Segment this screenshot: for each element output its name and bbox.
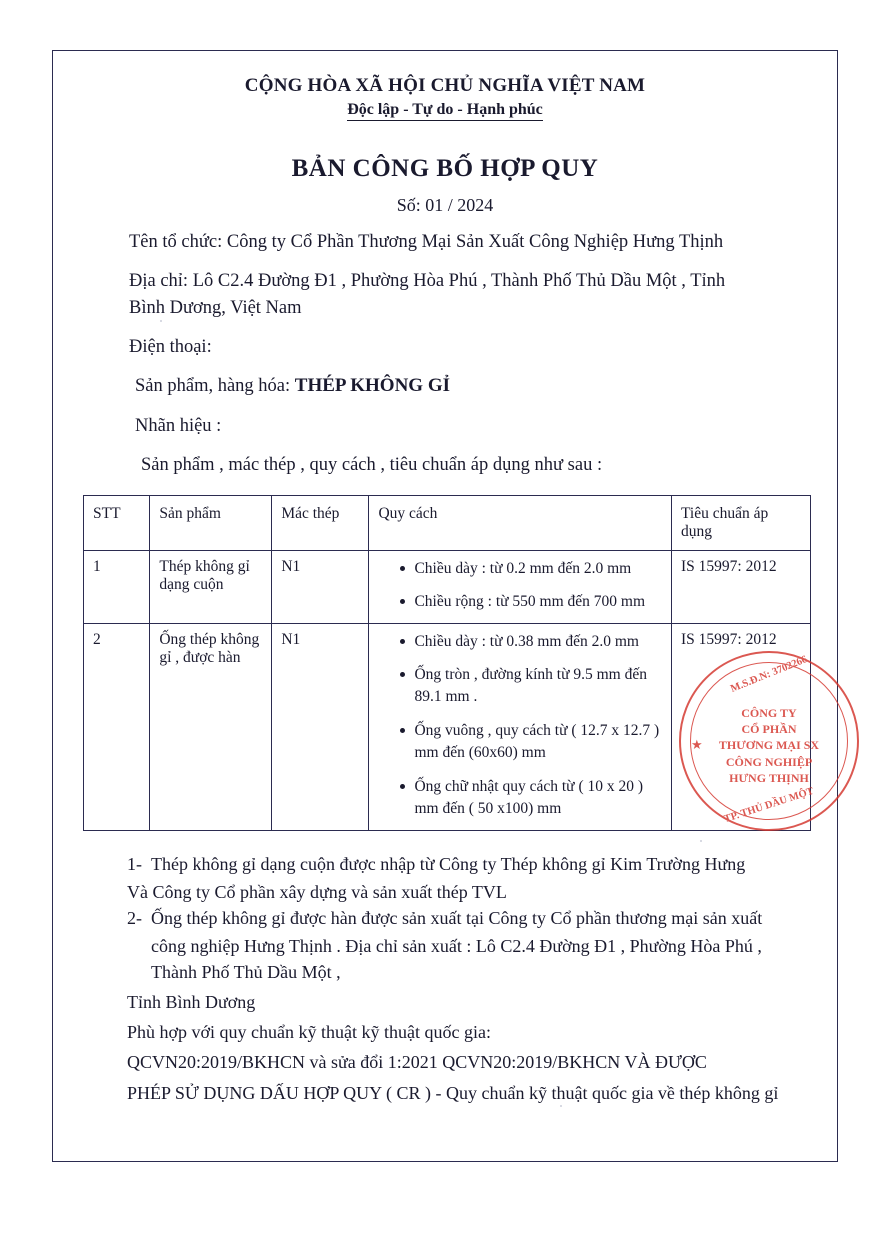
seal-registration-number: M.S.Đ.N: 3702266 [729, 654, 809, 695]
organization-value: Công ty Cổ Phần Thương Mại Sản Xuất Công Nghiệp Hưng Thịnh [226, 232, 724, 252]
seal-star-icon: ★ [691, 737, 703, 752]
cell-standard: IS 15997: 2012 [671, 623, 810, 830]
brand-line: Nhãn hiệu : [135, 416, 222, 437]
table-row [84, 550, 811, 623]
note-1 [77, 851, 813, 877]
cell-specs [369, 550, 672, 623]
seal-line-3: THƯƠNG MẠI SX [718, 738, 820, 753]
cell-grade: N1 [272, 623, 369, 830]
cell-stt: 2 [84, 623, 150, 830]
scan-speck [700, 840, 702, 842]
national-title: CỘNG HÒA XÃ HỘI CHỦ NGHĨA VIỆT NAM [244, 75, 646, 96]
note-1-line2: Và Công ty Cổ phần xây dựng và sản xuất thép TVL [127, 881, 507, 902]
note-number: 2- [127, 907, 142, 928]
spec-item: Chiều dày : từ 0.2 mm đến 2.0 mm [400, 558, 662, 580]
seal-location: TP. THỦ DẦU MỘT [722, 785, 816, 826]
cell-stt: 1 [84, 550, 150, 623]
column-header-grade: Mác thép [272, 495, 369, 550]
note-text: Thép không gỉ dạng cuộn được nhập từ Công ty Thép không gỉ Kim Trường Hưng [151, 853, 746, 874]
product-label: Sản phẩm, hàng hóa: [135, 376, 295, 397]
cell-specs [369, 623, 672, 830]
document-page [52, 50, 838, 1162]
seal-line-1: CÔNG TY [741, 706, 797, 720]
document-title: BẢN CÔNG BỐ HỢP QUY [291, 155, 599, 182]
spec-item: Ống tròn , đường kính từ 9.5 mm đến 89.1 mm . [400, 664, 662, 709]
phone-line: Điện thoại: [129, 336, 212, 357]
address-value-line2: Bình Dương, Việt Nam [129, 297, 302, 318]
table-header-row [84, 495, 811, 550]
national-motto: Độc lập - Tự do - Hạnh phúc [347, 101, 543, 121]
specification-table [83, 495, 811, 831]
conformity-line-1: QCVN20:2019/BKHCN và sửa đổi 1:2021 QCVN20:2019/BKHCN VÀ ĐƯỢC [127, 1052, 707, 1073]
cell-product: Thép không gỉ dạng cuộn [150, 550, 272, 623]
spec-item: Ống vuông , quy cách từ ( 12.7 x 12.7 ) mm đến (60x60) mm [400, 720, 662, 765]
address-label: Địa chỉ: [129, 271, 193, 292]
address-value: Lô C2.4 Đường Đ1 , Phường Hòa Phú , Thành Phố Thủ Dầu Một , Tỉnh [192, 271, 726, 292]
column-header-stt: STT [84, 495, 150, 550]
spec-item: Ống chữ nhật quy cách từ ( 10 x 20 ) mm đến ( 50 x100) mm [400, 776, 662, 821]
product-line [77, 373, 813, 400]
scan-speck [560, 1105, 562, 1107]
note-text: Ống thép không gỉ được hàn được sản xuất tại Công ty Cổ phần thương mại sản xuất [151, 907, 763, 928]
province-line: Tỉnh Bình Dương [127, 992, 256, 1013]
note-2 [77, 905, 813, 931]
column-header-spec: Quy cách [369, 495, 672, 550]
organization-line [77, 229, 813, 255]
address-line [77, 268, 813, 321]
product-value: THÉP KHÔNG GỈ [294, 375, 450, 397]
note-2-line2: công nghiệp Hưng Thịnh . Địa chỉ sản xuất : Lô C2.4 Đường Đ1 , Phường Hòa Phú , [151, 936, 762, 957]
document-body [53, 51, 837, 1161]
column-header-standard: Tiêu chuẩn áp dụng [671, 495, 810, 550]
seal-line-4: CÔNG NGHIỆP [725, 754, 813, 769]
national-header [77, 75, 813, 216]
spec-item: Chiều dày : từ 0.38 mm đến 2.0 mm [400, 631, 662, 653]
intro-line: Sản phẩm , mác thép , quy cách , tiêu chuẩn áp dụng như sau : [141, 455, 603, 476]
cell-product: Ống thép không gỉ , được hàn [150, 623, 272, 830]
seal-line-5: HƯNG THỊNH [729, 770, 809, 785]
scan-speck [160, 320, 162, 322]
note-number: 1- [127, 853, 142, 874]
notes-section [77, 851, 813, 985]
table-row [84, 623, 811, 830]
conformity-line-2: PHÉP SỬ DỤNG DẤU HỢP QUY ( CR ) - Quy chuẩn kỹ thuật quốc gia về thép không gỉ [127, 1082, 779, 1103]
document-number: Số: 01 / 2024 [396, 195, 494, 215]
conformity-label: Phù hợp với quy chuẩn kỹ thuật kỹ thuật quốc gia: [127, 1022, 491, 1043]
column-header-product: Sản phẩm [150, 495, 272, 550]
note-2-line3: Thành Phố Thủ Dầu Một , [151, 962, 341, 983]
cell-grade: N1 [272, 550, 369, 623]
organization-label: Tên tổ chức: [129, 232, 227, 252]
cell-standard: IS 15997: 2012 [671, 550, 810, 623]
spec-item: Chiều rộng : từ 550 mm đến 700 mm [400, 591, 662, 613]
seal-line-2: CỔ PHẦN [741, 722, 797, 737]
